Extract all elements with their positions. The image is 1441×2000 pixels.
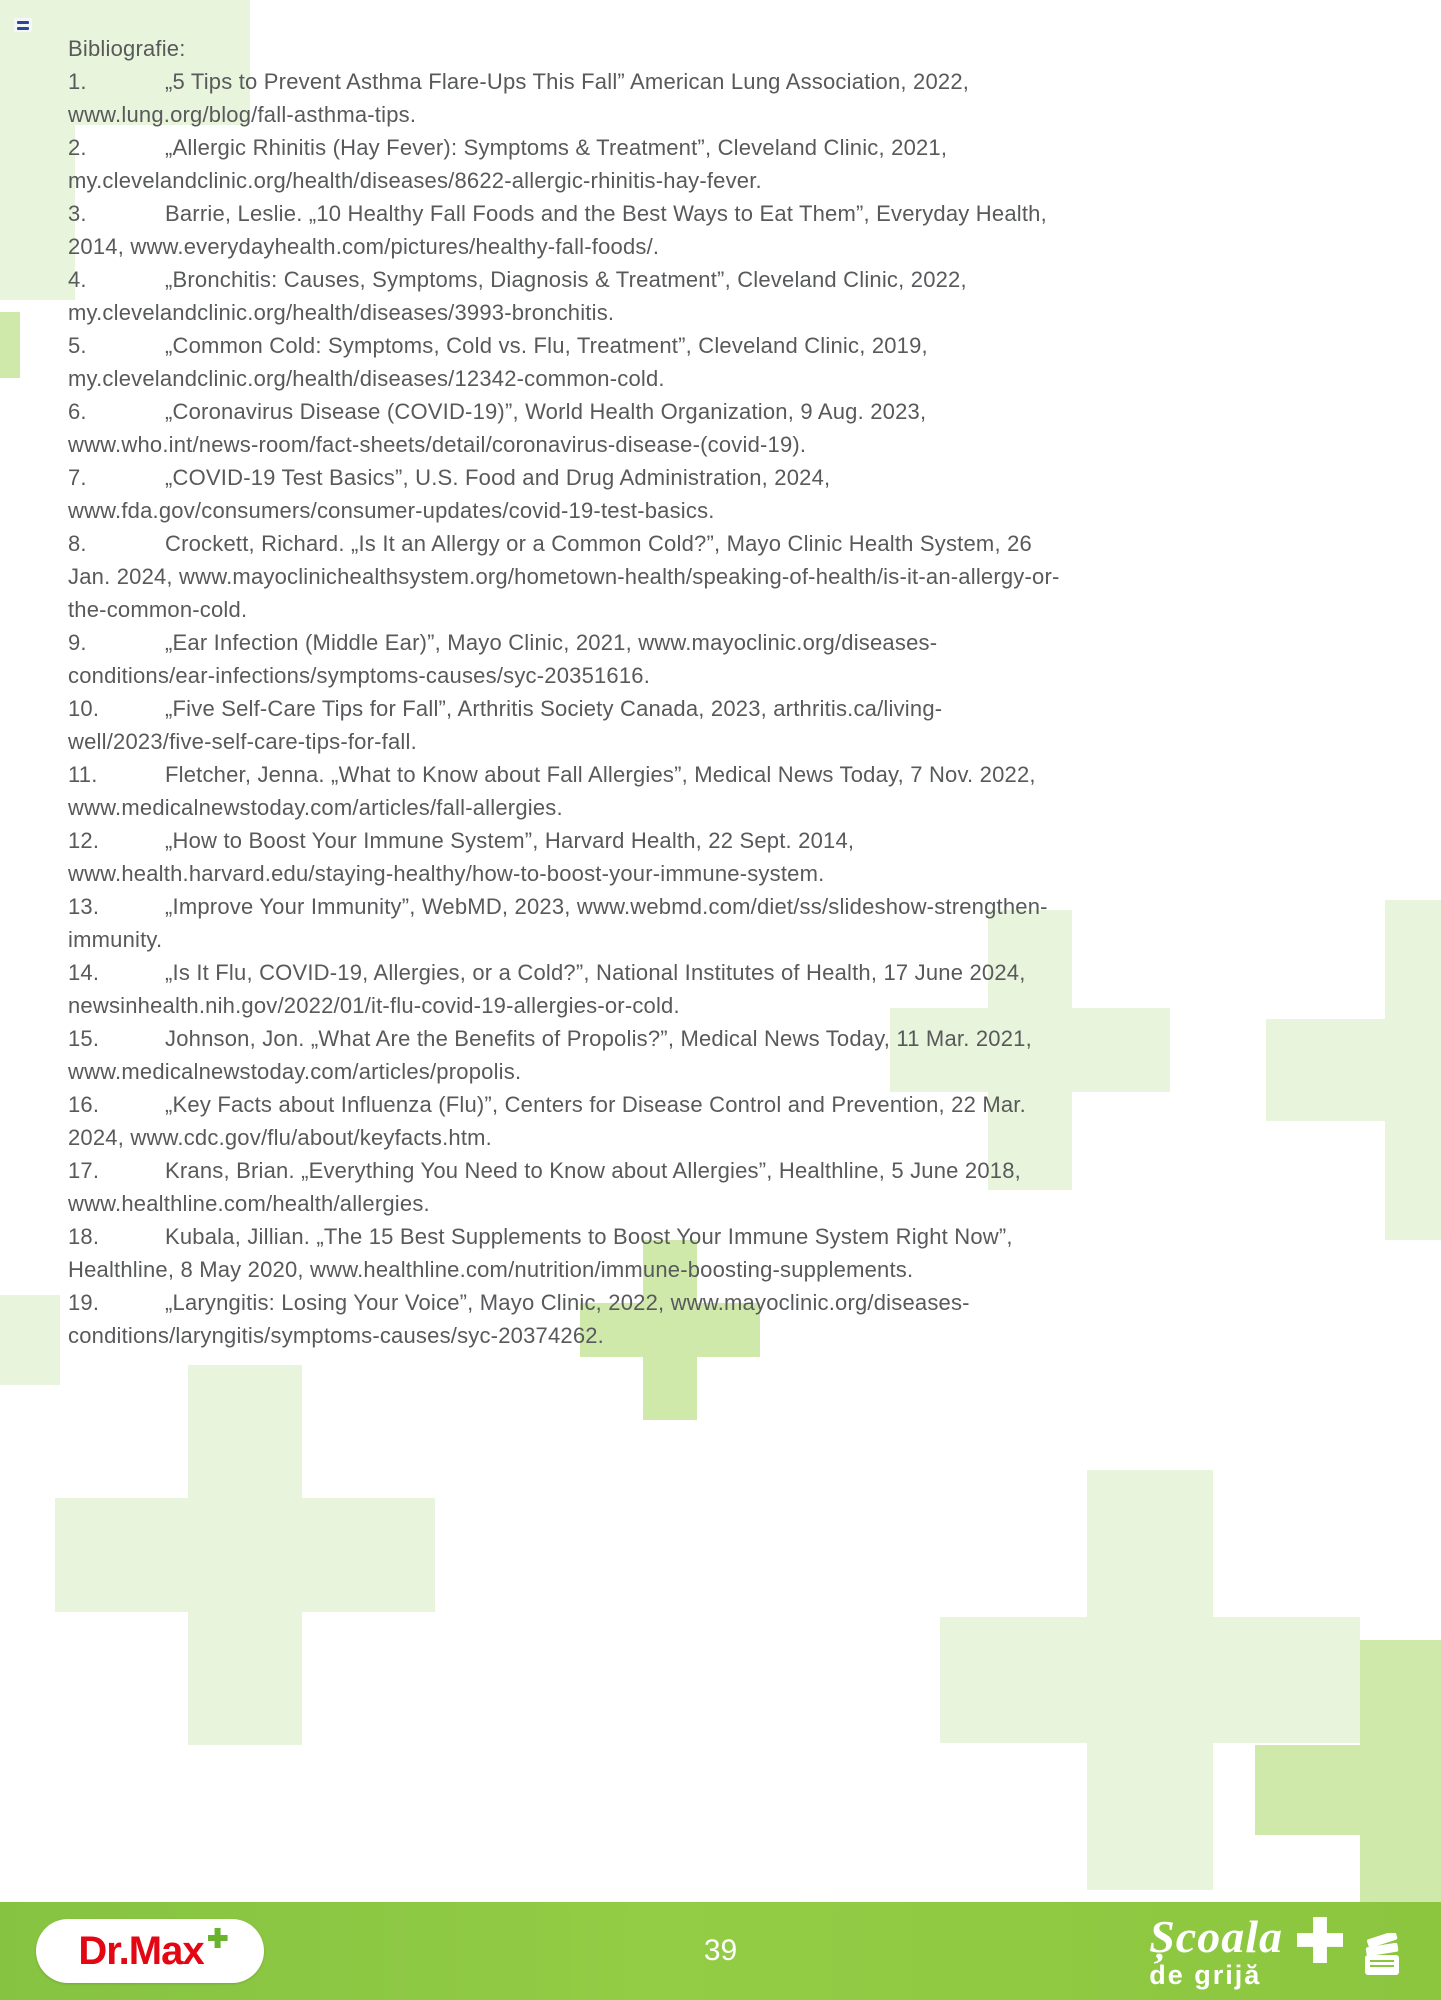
entry-number: 17.: [68, 1158, 100, 1183]
footer-bar: [0, 1902, 1441, 2000]
entry-text: „Key Facts about Influenza (Flu)”, Centers for Disease Control and Prevention, 22 Mar. 2024, www.cdc.gov/flu/about/keyfacts.htm.: [68, 1092, 1026, 1150]
bibliography-entry: [68, 131, 1075, 197]
entry-number: 19.: [68, 1290, 100, 1315]
entry-text: „Is It Flu, COVID-19, Allergies, or a Cold?”, National Institutes of Health, 17 June 2024, newsinhealth.nih.gov/2022/01/it-flu-covid-19-allergies-or-cold.: [68, 960, 1026, 1018]
bibliography-entry: [68, 395, 1075, 461]
bibliography-section: [68, 32, 1075, 1352]
entry-number: 8.: [68, 531, 87, 556]
drmax-logo: [36, 1919, 264, 1983]
entry-text: „Coronavirus Disease (COVID-19)”, World Health Organization, 9 Aug. 2023, www.who.int/news-room/fact-sheets/detail/coronavirus-disease-(covid-19).: [68, 399, 927, 457]
entry-text: „Allergic Rhinitis (Hay Fever): Symptoms & Treatment”, Cleveland Clinic, 2021, my.clevelandclinic.org/health/diseases/8622-allergic-rhinitis-hay-fever.: [68, 135, 948, 193]
entry-number: 16.: [68, 1092, 100, 1117]
school-logo-line1: Școala: [1149, 1910, 1283, 1962]
entry-text: „COVID-19 Test Basics”, U.S. Food and Drug Administration, 2024, www.fda.gov/consumers/consumer-updates/covid-19-test-basics.: [68, 465, 831, 523]
entry-number: 14.: [68, 960, 100, 985]
page-title: Bibliografie:: [68, 36, 186, 61]
entry-text: Fletcher, Jenna. „What to Know about Fall Allergies”, Medical News Today, 7 Nov. 2022, www.medicalnewstoday.com/articles/fall-allergies.: [68, 762, 1036, 820]
bibliography-entry: [68, 956, 1075, 1022]
school-logo-text: [1149, 1910, 1283, 1990]
bibliography-entry: [68, 527, 1075, 626]
bibliography-entry: [68, 1088, 1075, 1154]
entry-number: 11.: [68, 762, 98, 787]
bibliography-entry: [68, 1154, 1075, 1220]
bibliography-entry: [68, 1220, 1075, 1286]
entry-text: Crockett, Richard. „Is It an Allergy or a Common Cold?”, Mayo Clinic Health System, 26 Jan. 2024, www.mayoclinichealthsystem.org/hometown-health/speaking-of-health/is-it-an-allergy-or-the-common-cold.: [68, 531, 1060, 622]
entry-number: 9.: [68, 630, 87, 655]
entry-text: „5 Tips to Prevent Asthma Flare-Ups This Fall” American Lung Association, 2022, www.lung.org/blog/fall-asthma-tips.: [68, 69, 970, 127]
entry-number: 4.: [68, 267, 87, 292]
cross-decoration: [1266, 900, 1441, 1240]
school-book-icon: [1357, 1933, 1407, 1984]
bibliography-entry: [68, 329, 1075, 395]
bibliography-entry: [68, 197, 1075, 263]
entry-text: „Laryngitis: Losing Your Voice”, Mayo Clinic, 2022, www.mayoclinic.org/diseases-conditions/laryngitis/symptoms-causes/syc-20374262.: [68, 1290, 970, 1348]
entry-number: 18.: [68, 1224, 100, 1249]
cross-decoration: [55, 1365, 435, 1745]
bibliography-entry: [68, 1286, 1075, 1352]
entry-number: 6.: [68, 399, 87, 424]
entry-number: 1.: [68, 69, 87, 94]
page-number: 39: [703, 1934, 738, 1967]
entry-number: 15.: [68, 1026, 100, 1051]
entry-text: „Improve Your Immunity”, WebMD, 2023, www.webmd.com/diet/ss/slideshow-strengthen-immunity.: [68, 894, 1048, 952]
bibliography-entry: [68, 1022, 1075, 1088]
entry-text: „Bronchitis: Causes, Symptoms, Diagnosis & Treatment”, Cleveland Clinic, 2022, my.clevelandclinic.org/health/diseases/3993-bronchitis.: [68, 267, 967, 325]
bibliography-entry: [68, 890, 1075, 956]
entry-text: Barrie, Leslie. „10 Healthy Fall Foods and the Best Ways to Eat Them”, Everyday Health, 2014, www.everydayhealth.com/pictures/healthy-fall-foods/.: [68, 201, 1047, 259]
flag-icon: [14, 18, 32, 32]
cross-decoration: [0, 1190, 60, 1490]
entry-text: „Ear Infection (Middle Ear)”, Mayo Clinic, 2021, www.mayoclinic.org/diseases-conditions/ear-infections/symptoms-causes/syc-20351616.: [68, 630, 938, 688]
drmax-plus-icon: [208, 1928, 228, 1948]
entry-text: Johnson, Jon. „What Are the Benefits of Propolis?”, Medical News Today, 11 Mar. 2021, www.medicalnewstoday.com/articles/propolis.: [68, 1026, 1032, 1084]
entry-number: 13.: [68, 894, 100, 919]
bibliography-entry: [68, 626, 1075, 692]
school-logo: [1149, 1902, 1407, 2000]
bibliography-list: [68, 65, 1075, 1352]
entry-text: „Five Self-Care Tips for Fall”, Arthritis Society Canada, 2023, arthritis.ca/living-well/2023/five-self-care-tips-for-fall.: [68, 696, 943, 754]
entry-text: „Common Cold: Symptoms, Cold vs. Flu, Treatment”, Cleveland Clinic, 2019, my.clevelandclinic.org/health/diseases/12342-common-cold.: [68, 333, 928, 391]
entry-text: Kubala, Jillian. „The 15 Best Supplements to Boost Your Immune System Right Now”, Healthline, 8 May 2020, www.healthline.com/nutrition/immune-boosting-supplements.: [68, 1224, 1013, 1282]
bibliography-entry: [68, 461, 1075, 527]
entry-number: 12.: [68, 828, 100, 853]
drmax-logo-text: Dr.Max: [78, 1929, 204, 1973]
school-plus-icon: [1297, 1917, 1343, 1963]
entry-number: 5.: [68, 333, 87, 358]
bibliography-entry: [68, 263, 1075, 329]
entry-number: 10.: [68, 696, 100, 721]
entry-text: „How to Boost Your Immune System”, Harvard Health, 22 Sept. 2014, www.health.harvard.edu/staying-healthy/how-to-boost-your-immune-system.: [68, 828, 855, 886]
entry-number: 3.: [68, 201, 87, 226]
bibliography-entry: [68, 692, 1075, 758]
bibliography-entry: [68, 824, 1075, 890]
school-logo-line2: de grijă: [1149, 1959, 1262, 1990]
entry-text: Krans, Brian. „Everything You Need to Know about Allergies”, Healthline, 5 June 2018, www.healthline.com/health/allergies.: [68, 1158, 1021, 1216]
bibliography-entry: [68, 758, 1075, 824]
entry-number: 7.: [68, 465, 87, 490]
entry-number: 2.: [68, 135, 87, 160]
bibliography-entry: [68, 65, 1075, 131]
